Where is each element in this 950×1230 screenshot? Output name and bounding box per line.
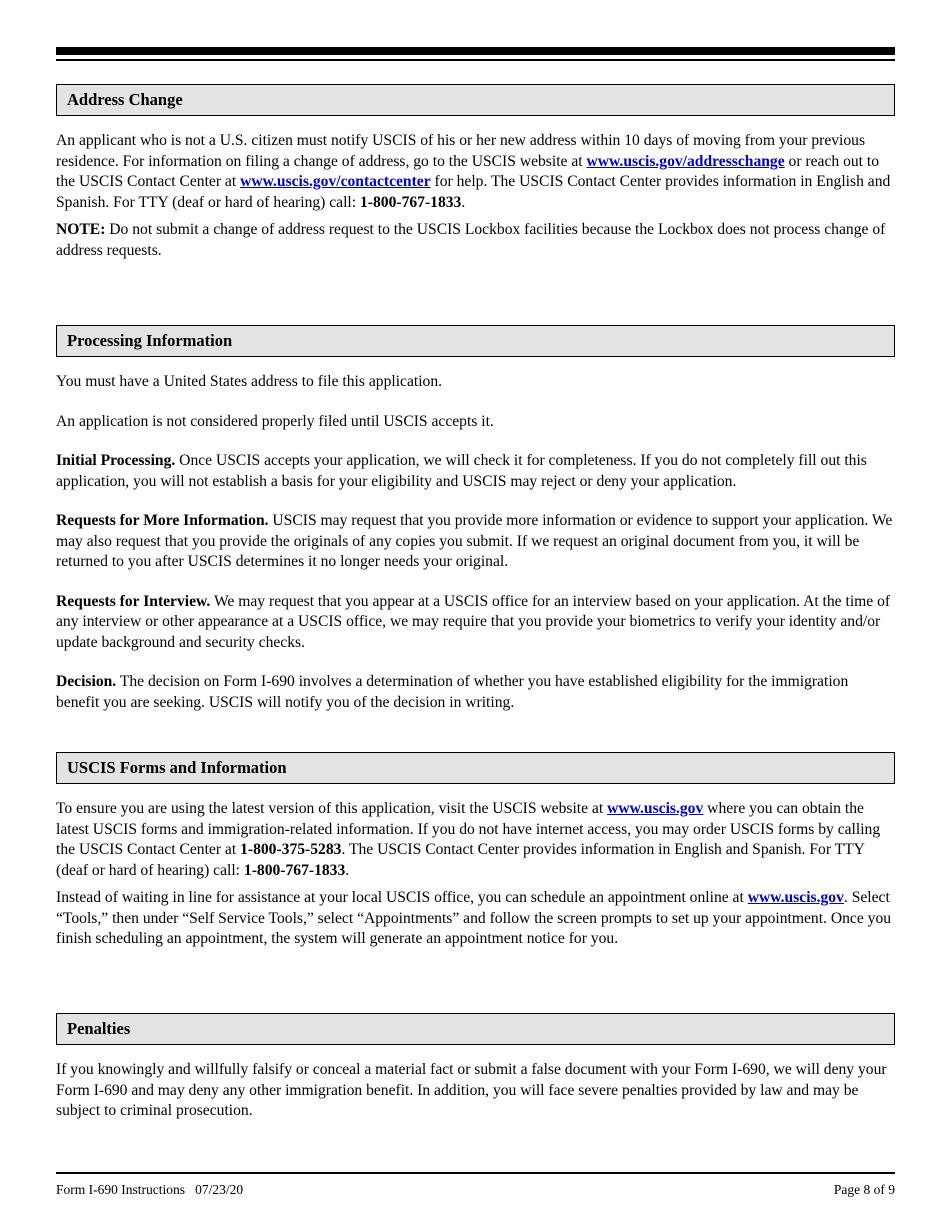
section-address-change: [56, 84, 895, 261]
processing-more-information: Requests for More Information. USCIS may request that you provide more information or evidence to support your application. We may also request that you provide the originals of any copies you submit. If we request an original document from you, it will be returned to you after USCIS determines it no longer needs your original.: [56, 512, 893, 570]
section-penalties: [56, 1013, 895, 1122]
header-thick-rule: [56, 47, 895, 55]
footer-form-name: Form I-690 Instructions 07/23/20: [56, 1182, 244, 1197]
section-forms-information: [56, 752, 895, 950]
contactcenter-link[interactable]: www.uscis.gov/contactcenter: [240, 173, 431, 190]
section-title-address-change: Address Change: [56, 84, 895, 116]
address-change-paragraph: An applicant who is not a U.S. citizen must notify USCIS of his or her new address within 10 days of moving from your previous residence. For information on filing a change of address, go to the USCIS website at www.uscis.gov/addresschange or reach out to the USCIS Contact Center at www.uscis.gov/contactcenter for help. The USCIS Contact Center provides information in English and Spanish. For TTY (deaf or hard of hearing) call: 1-800-767-1833.: [56, 132, 891, 211]
processing-decision: Decision. The decision on Form I-690 involves a determination of whether you have established eligibility for the immigration benefit you are seeking. USCIS will notify you of the decision in writing.: [56, 673, 849, 711]
appointment-paragraph: Instead of waiting in line for assistance at your local USCIS office, you can schedule an appointment online at www.uscis.gov. Select “Tools,” then under “Self Service Tools,” select “Appointments” and follow the screen prompts to set up your appointment. Once you finish scheduling an appointment, the system will generate an appointment notice for you.: [56, 889, 892, 947]
section-title-penalties: Penalties: [56, 1013, 895, 1045]
section-processing-information: [56, 325, 895, 713]
penalties-paragraph: If you knowingly and willfully falsify or conceal a material fact or submit a false document with your Form I-690, we will deny your Form I-690 and may deny any other immigration benefit. In addition, you will face severe penalties provided by law and may be subject to criminal prosecution.: [56, 1061, 887, 1119]
forms-tty-phone: 1-800-767-1833: [243, 861, 346, 879]
header-thin-rule: [56, 59, 895, 61]
footer-rule: [56, 1172, 895, 1174]
section-title-forms: USCIS Forms and Information: [56, 752, 895, 784]
addresschange-link[interactable]: www.uscis.gov/addresschange: [586, 152, 785, 170]
tty-phone: 1-800-767-1833: [360, 193, 462, 211]
processing-interview: Requests for Interview. We may request that you appear at a USCIS office for an interview based on your application. At the time of any interview or other appearance at a USCIS office, we may require that you provide your biometrics to verify your identity and/or update background and security checks.: [56, 592, 891, 651]
section-title-processing: Processing Information: [56, 325, 895, 357]
forms-paragraph: To ensure you are using the latest version of this application, visit the USCIS website at www.uscis.gov where you can obtain the latest USCIS forms and immigration-related information. If you do not have internet access, you may order USCIS forms by calling the USCIS Contact Center at 1-800-375-5283. The USCIS Contact Center provides information in English and Spanish. For TTY (deaf or hard of hearing) call: 1-800-767-1833.: [56, 800, 881, 879]
processing-initial: Initial Processing. Once USCIS accepts your application, we will check it for completeness. If you do not completely fill out this application, you will not establish a basis for your eligibility and USCIS may reject or deny your application.: [56, 452, 867, 490]
uscis-website-link[interactable]: www.uscis.gov: [607, 800, 704, 817]
processing-properly-filed: An application is not considered properly filed until USCIS accepts it.: [56, 412, 494, 430]
address-change-note: NOTE: Do not submit a change of address request to the USCIS Lockbox facilities because the Lockbox does not process change of address requests.: [56, 221, 886, 259]
appointment-website-link[interactable]: www.uscis.gov: [747, 889, 844, 906]
footer-page-number: Page 8 of 9: [833, 1182, 895, 1197]
processing-address-requirement: You must have a United States address to file this application.: [56, 373, 443, 390]
contact-center-phone: 1-800-375-5283: [240, 841, 342, 858]
